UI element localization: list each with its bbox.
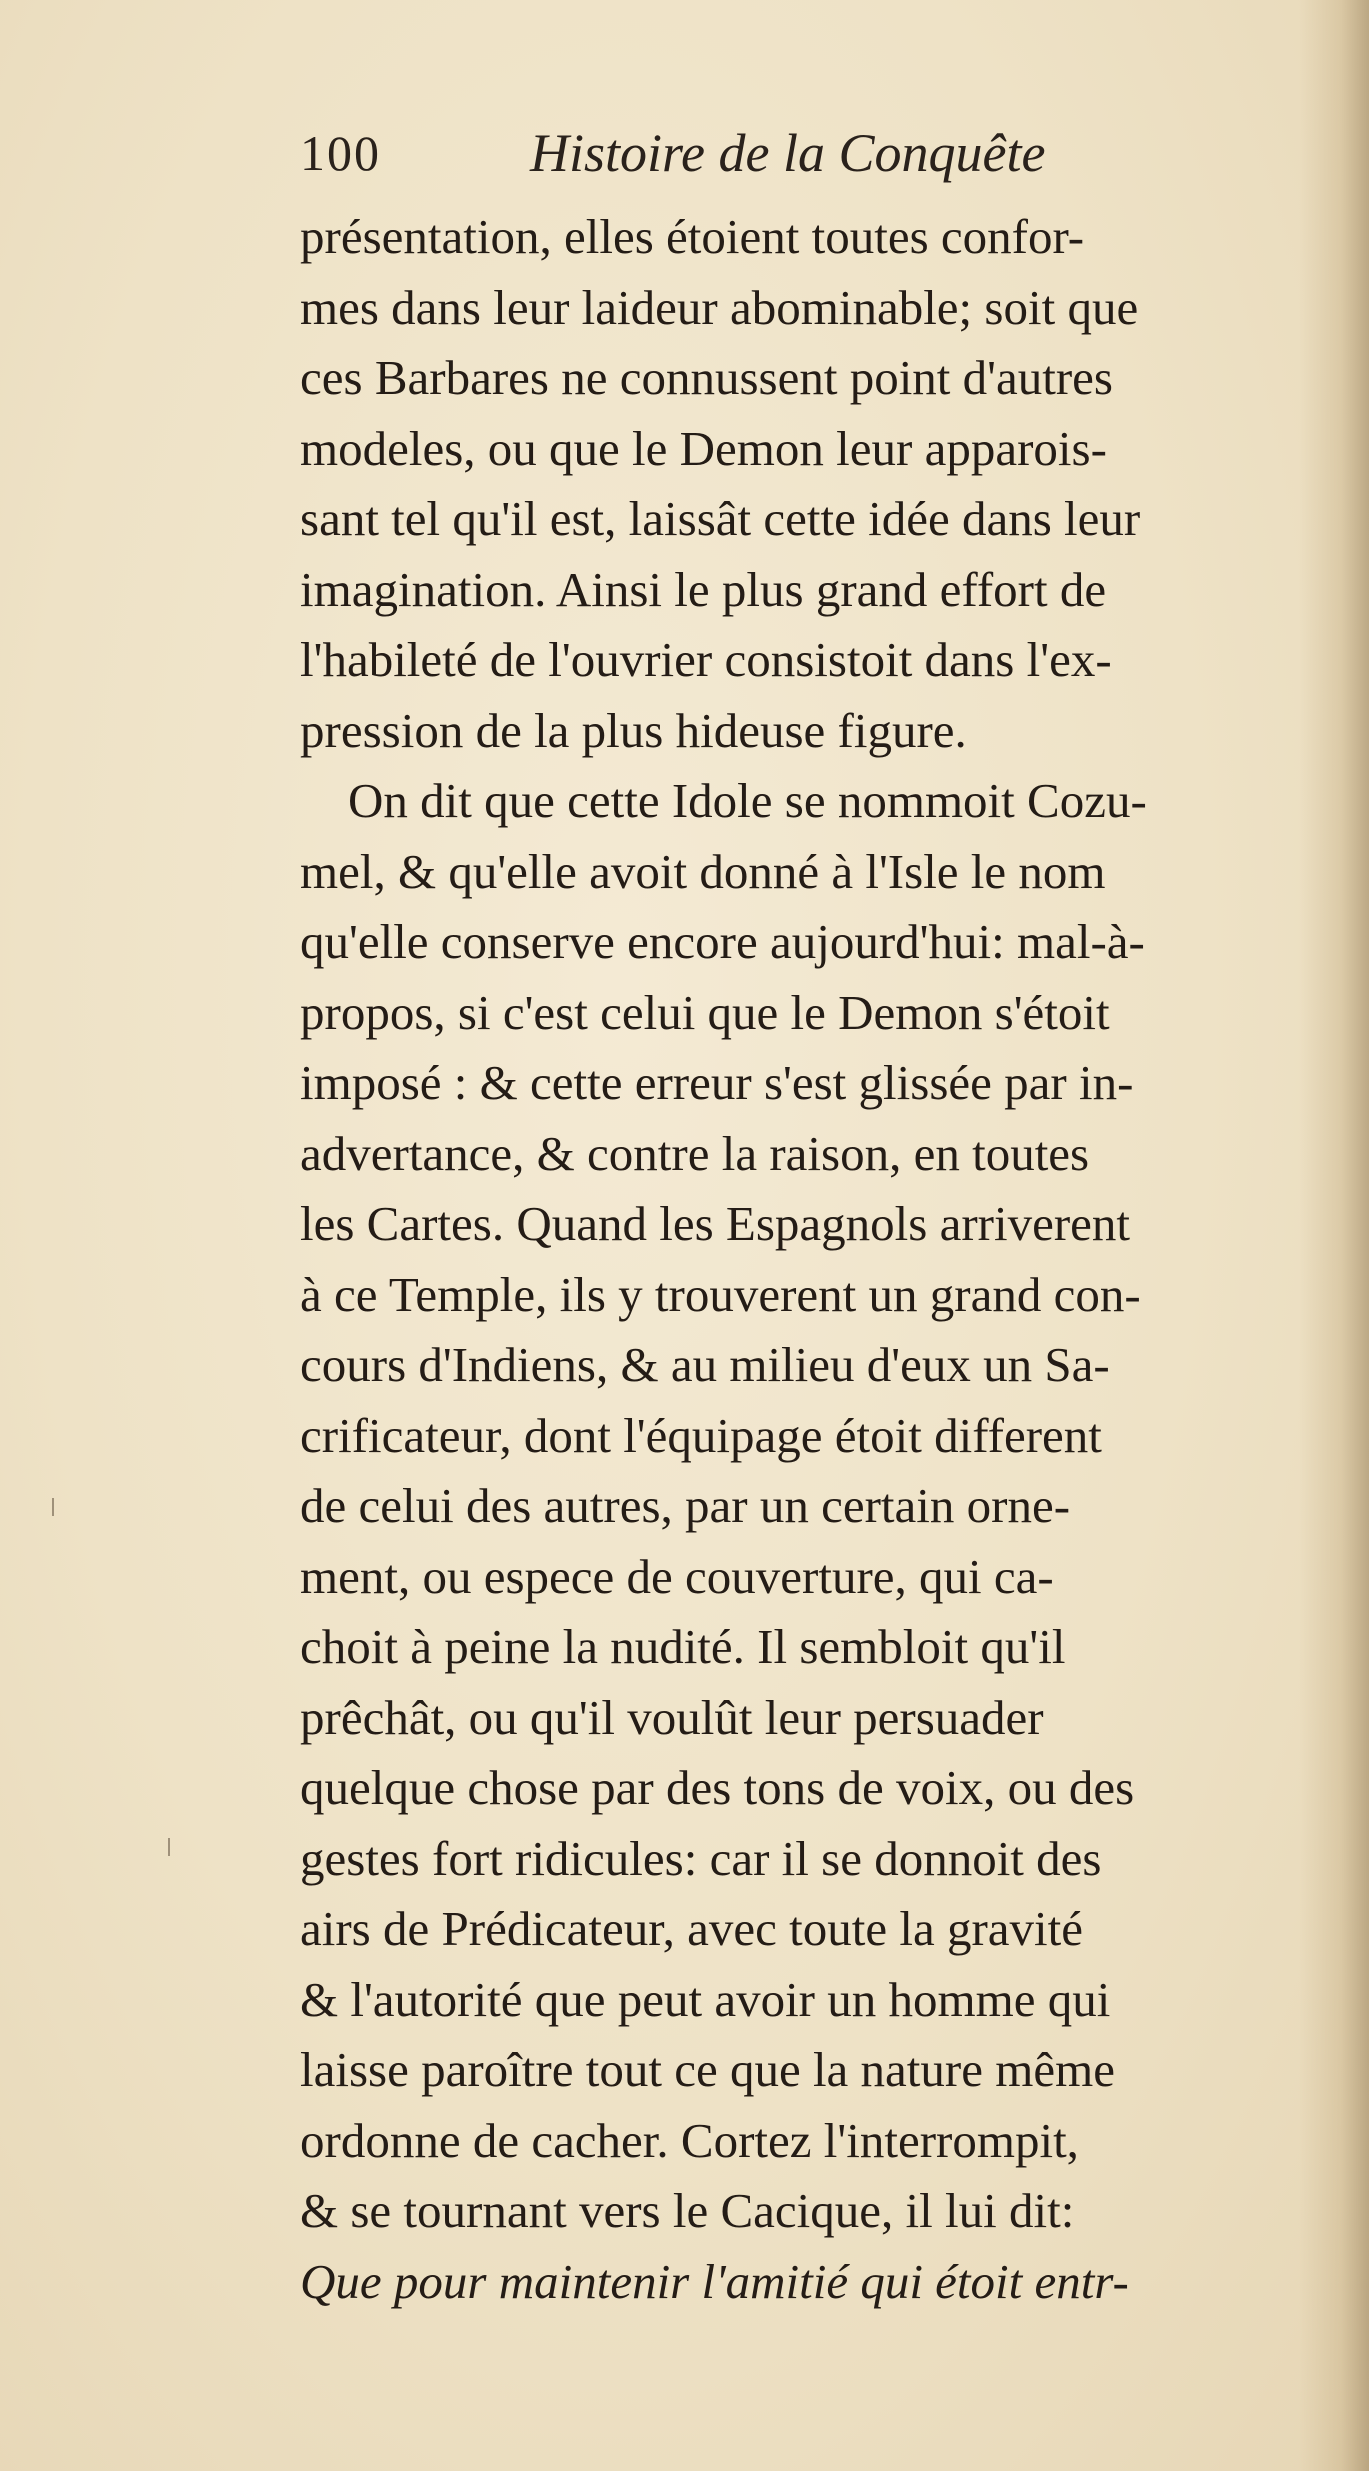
text-line: gestes fort ridicules: car il se donnoit des <box>300 1830 1102 1886</box>
text-line: ces Barbares ne connussent point d'autres <box>300 350 1113 405</box>
text-line: prêchât, ou qu'il voulût leur persuader <box>300 1689 1044 1745</box>
text-line: imposé : & cette erreur s'est glissée par in- <box>300 1055 1134 1110</box>
page-header <box>300 118 1300 198</box>
text-line: advertance, & contre la raison, en toutes <box>300 1125 1090 1181</box>
text-line: propos, si c'est celui que le Demon s'étoit <box>300 984 1110 1040</box>
text-line: & l'autorité que peut avoir un homme qui <box>300 1971 1111 2027</box>
text-line: mel, & qu'elle avoit donné à l'Isle le nom <box>300 843 1106 899</box>
text-line: crificateur, dont l'équipage étoit different <box>300 1407 1102 1463</box>
text-line: de celui des autres, par un certain orne- <box>300 1478 1071 1533</box>
text-line: laisse paroître tout ce que la nature même <box>300 2042 1115 2097</box>
text-line: cours d'Indiens, & au milieu d'eux un Sa- <box>300 1337 1110 1392</box>
text-line: & se tournant vers le Cacique, il lui dit: <box>300 2183 1075 2238</box>
text-line: choit à peine la nudité. Il sembloit qu'il <box>300 1619 1066 1674</box>
text-line: qu'elle conserve encore aujourd'hui: mal-à- <box>300 914 1145 969</box>
text-line: On dit que cette Idole se nommoit Cozu- <box>348 773 1147 828</box>
text-line: modeles, ou que le Demon leur apparois- <box>300 420 1107 476</box>
catchword-line: Que pour maintenir l'amitié qui étoit entr- <box>300 2253 1129 2309</box>
page-number: 100 <box>300 125 381 181</box>
text-line: présentation, elles étoient toutes confor- <box>300 209 1085 264</box>
text-line: ment, ou espece de couverture, qui ca- <box>300 1548 1054 1604</box>
margin-mark <box>52 1498 54 1516</box>
text-line: pression de la plus hideuse figure. <box>300 702 967 758</box>
running-title: Histoire de la Conquête <box>530 123 1046 183</box>
text-line: les Cartes. Quand les Espagnols arriverent <box>300 1196 1131 1251</box>
text-line: airs de Prédicateur, avec toute la gravité <box>300 1901 1084 1956</box>
text-line: imagination. Ainsi le plus grand effort de <box>300 561 1107 617</box>
body-text <box>300 202 1369 2317</box>
text-line: sant tel qu'il est, laissât cette idée dans leur <box>300 491 1141 546</box>
text-line: mes dans leur laideur abominable; soit que <box>300 279 1139 335</box>
margin-mark <box>168 1838 170 1856</box>
text-line: ordonne de cacher. Cortez l'interrompit, <box>300 2112 1079 2168</box>
text-line: l'habileté de l'ouvrier consistoit dans l'ex- <box>300 632 1112 687</box>
text-line: à ce Temple, ils y trouverent un grand con- <box>300 1266 1141 1322</box>
text-line: quelque chose par des tons de voix, ou des <box>300 1760 1135 1815</box>
